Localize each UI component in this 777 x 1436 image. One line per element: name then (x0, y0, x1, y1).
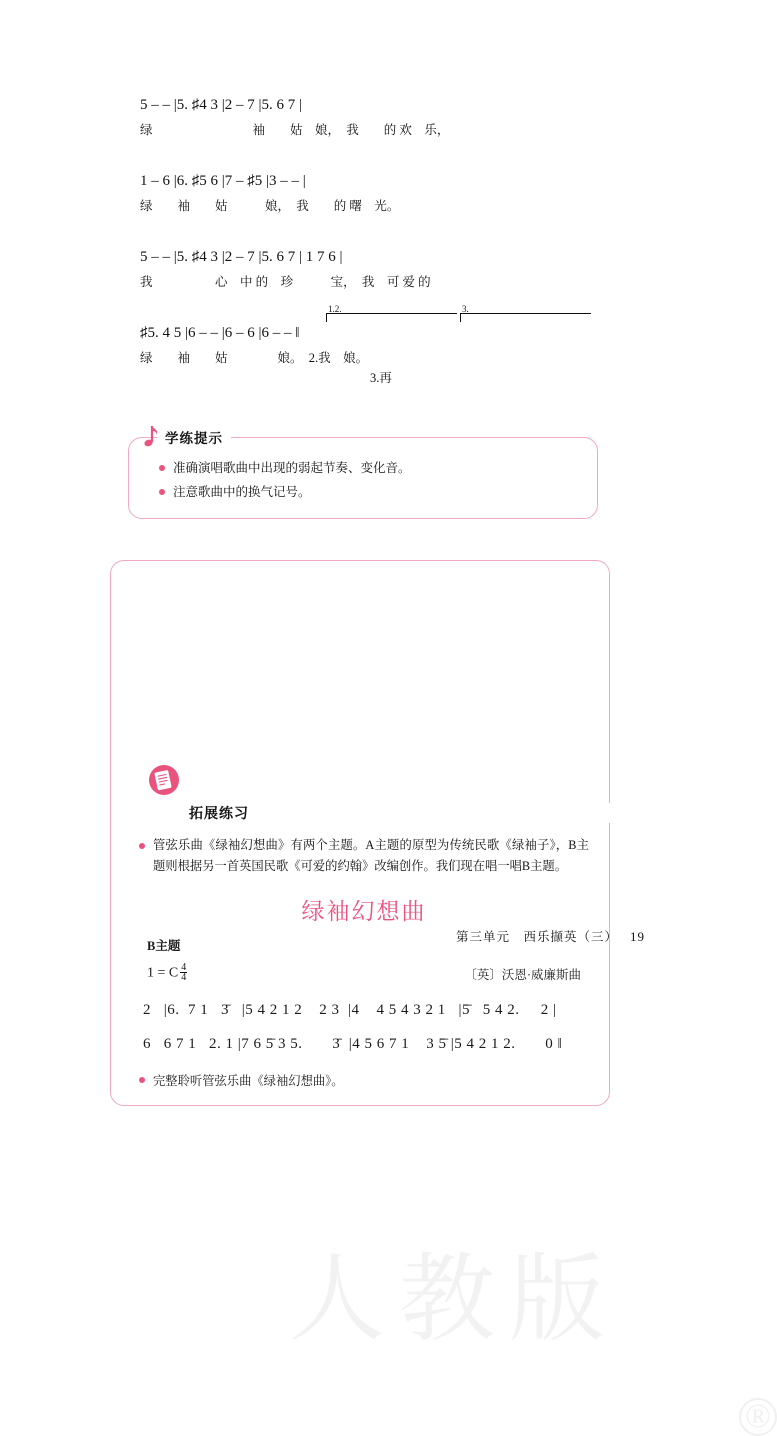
ending-line-1-2 (326, 313, 457, 322)
score-notes: 1 – 6 |6. ♯5 6 |7 – ♯5 |3 – – | (140, 173, 306, 189)
ending-bracket-3: 3. (462, 304, 469, 314)
score-lyrics: 绿 袖 姑 娘， 我 的 欢 乐， (140, 123, 450, 137)
score-notes: 5 – – |5. ♯4 3 |2 – 7 |5. 6 7 | (140, 97, 303, 113)
score-lyrics: 绿 袖 姑 娘， 我 的 曙 光。 (140, 199, 400, 213)
watermark-registered-icon: ® (739, 1398, 777, 1436)
page-number: 19 (630, 929, 645, 944)
score-meta-row (147, 964, 581, 983)
study-tips-title: 学练提示 (157, 427, 231, 447)
study-tips-box (128, 431, 598, 519)
score-system (140, 240, 610, 290)
key-signature-text: 1 = C (147, 965, 179, 981)
footer-unit-text: 第三单元 西乐撷英（三） (455, 930, 618, 944)
time-signature-denominator: 4 (181, 972, 187, 983)
book-icon (147, 763, 181, 797)
ending-bracket-1-2: 1.2. (328, 304, 342, 314)
extension-score-line: 2 |6. 7 1 3̄ |5 4 2 1 2 2 3 |4 4 5 4 3 2 1 |5̄ 5 4 2. 2 | (143, 1002, 557, 1018)
watermark-text: 人教版 (289, 1246, 619, 1353)
score-lyrics-verse3: 3.再 (370, 371, 392, 385)
time-signature-numerator: 4 (181, 962, 187, 973)
extension-score (143, 993, 585, 1061)
extension-paragraph: 管弦乐曲《绿袖幻想曲》有两个主题。A主题的原型为传统民歌《绿袖子》，B主题则根据另一首英国民歌《可爱的约翰》改编创作。我们现在唱一唱B主题。 (139, 835, 589, 877)
score-system-with-endings (140, 304, 610, 386)
composer-credit: 〔英〕沃恩·威廉斯曲 (464, 968, 581, 982)
score-system (140, 164, 610, 214)
extension-footer-item: 完整聆听管弦乐曲《绿袖幻想曲》。 (139, 1071, 589, 1089)
extension-score-line: 6 6 7 1 2. 1 |7 6 5̄ 3 5. 3̄ |4 5 6 7 1 3 5̄ |5 4 2 1 2. 0 ‖ (143, 1036, 563, 1052)
tip-item: 准确演唱歌曲中出现的弱起节奏、变化音。 (159, 456, 579, 480)
ending-line-3 (460, 313, 591, 322)
score-system (140, 88, 610, 138)
score-notes: ♯5. 4 5 |6 – – |6 – 6 |6 – – ‖ (140, 325, 300, 341)
main-score (140, 88, 610, 412)
time-signature (180, 963, 187, 982)
score-notes: 5 – – |5. ♯4 3 |2 – 7 |5. 6 7 | 1 7 6 | (140, 249, 343, 265)
key-signature (147, 964, 187, 983)
score-lyrics: 绿 袖 姑 娘。 2.我 娘。 (140, 351, 369, 365)
extension-title: 拓展练习 (181, 803, 631, 823)
song-title: 绿袖幻想曲 (301, 899, 427, 924)
theme-label: B主题 (147, 939, 181, 953)
score-lyrics: 我 心 中 的 珍 宝， 我 可 爱 的 (140, 275, 431, 289)
tip-item: 注意歌曲中的换气记号。 (159, 480, 579, 504)
